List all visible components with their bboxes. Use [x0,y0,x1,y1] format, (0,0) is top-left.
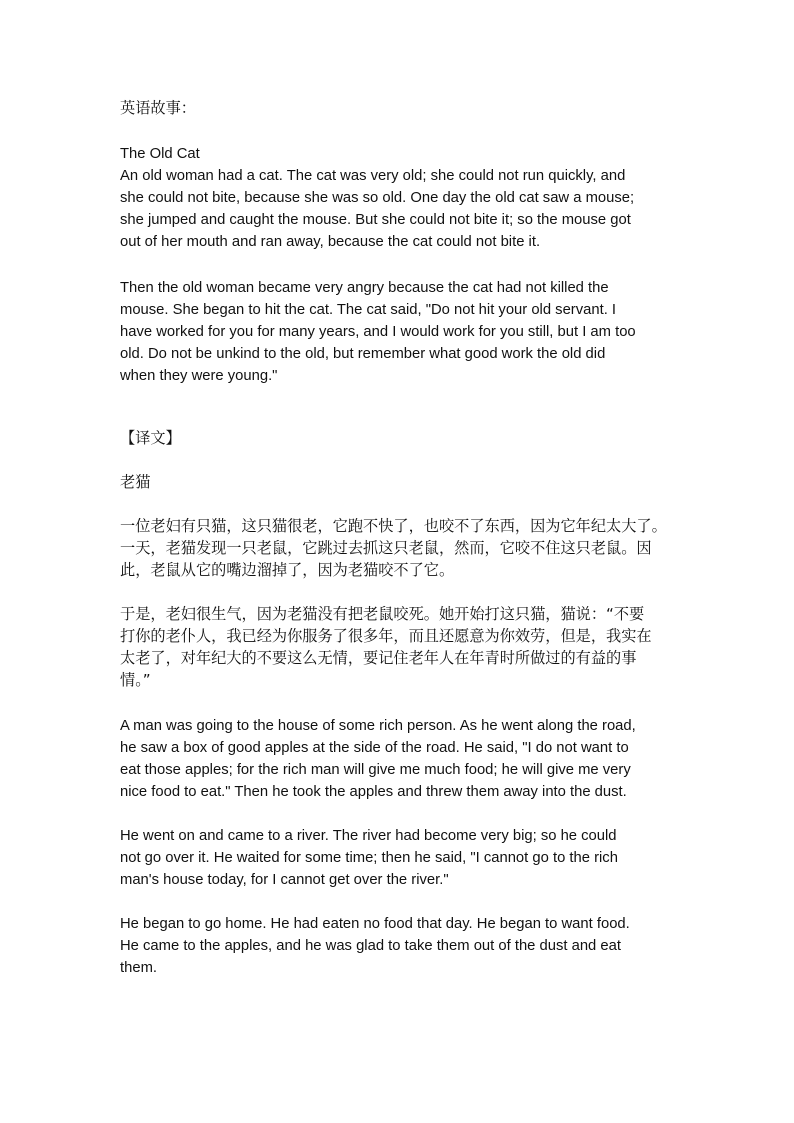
translation-title: 老猫 [120,473,151,491]
story-text-line: man's house today, for I cannot get over the river." [120,872,449,888]
story-text-line: them. [120,960,158,976]
story-title: The Old Cat [120,146,200,162]
story-text-line: when they were young." [120,368,278,384]
story-text-line: she could not bite, because she was so old. One day the old cat saw a mouse; [120,190,635,206]
story-text-line: nice food to eat." Then he took the apples and threw them away into the dust. [120,784,627,800]
translation-text-line: 打你的老仆人，我已经为你服务了很多年，而且还愿意为你效劳，但是，我实在 [120,627,652,645]
story-text-line: not go over it. He waited for some time; then he said, "I cannot go to the rich [120,850,618,866]
story-text-line: He began to go home. He had eaten no food that day. He began to want food. [120,916,630,932]
story-text-line: he saw a box of good apples at the side of the road. He said, "I do not want to [120,740,629,756]
story-text-line: eat those apples; for the rich man will give me much food; he will give me very [120,762,631,778]
story-text-line: He went on and came to a river. The river had become very big; so he could [120,828,617,844]
story-text-line: An old woman had a cat. The cat was very old; she could not run quickly, and [120,168,626,184]
story-text-line: old. Do not be unkind to the old, but remember what good work the old did [120,346,606,362]
story-text-line: she jumped and caught the mouse. But she could not bite it; so the mouse got [120,212,631,228]
translation-text-line: 情。” [120,671,151,689]
story-text-line: mouse. She began to hit the cat. The cat said, "Do not hit your old servant. I [120,302,617,318]
story-text-line: have worked for you for many years, and I would work for you still, but I am too [120,324,636,340]
translation-text-line: 一天，老猫发现一只老鼠，它跳过去抓这只老鼠，然而，它咬不住这只老鼠。因 [120,539,652,557]
translation-text-line: 于是，老妇很生气，因为老猫没有把老鼠咬死。她开始打这只猫，猫说：“不要 [120,605,645,623]
story-text-line: He came to the apples, and he was glad to take them out of the dust and eat [120,938,621,954]
story-text-line: out of her mouth and ran away, because the cat could not bite it. [120,234,541,250]
document-heading: 英语故事： [120,99,196,117]
translation-text-line: 太老了，对年纪大的不要这么无情，要记住老年人在年青时所做过的有益的事 [120,649,637,667]
story-text-line: Then the old woman became very angry because the cat had not killed the [120,280,609,296]
story-text-line: A man was going to the house of some rich person. As he went along the road, [120,718,636,734]
translation-text-line: 此，老鼠从它的嘴边溜掉了，因为老猫咬不了它。 [120,561,455,579]
translation-label: 【译文】 [120,429,181,447]
translation-text-line: 一位老妇有只猫，这只猫很老，它跑不快了，也咬不了东西，因为它年纪太大了。 [120,517,667,535]
